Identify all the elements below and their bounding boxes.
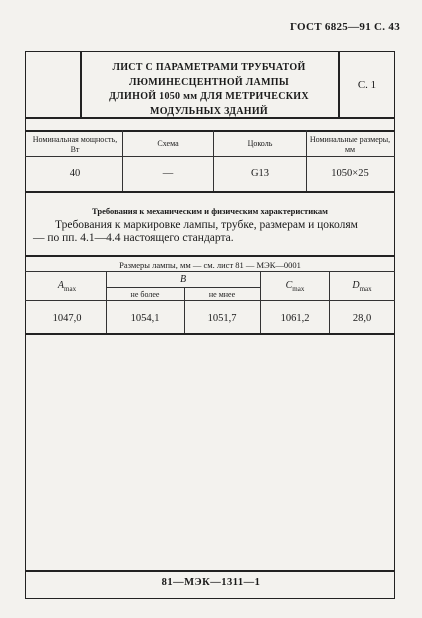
page-label: С. 1 bbox=[357, 79, 377, 91]
table1-power-value: 40 bbox=[69, 168, 81, 179]
table1-header-cap: Цоколь bbox=[247, 139, 273, 148]
title-line-3: ДЛИНОЙ 1050 мм ДЛЯ МЕТРИЧЕСКИХ bbox=[109, 91, 309, 102]
sheet-frame bbox=[25, 51, 395, 599]
table2-col-divider-b bbox=[184, 287, 185, 333]
table2-header-rule bbox=[25, 300, 395, 301]
table2-header-d: $D_{max}$ bbox=[352, 280, 372, 293]
section-heading: Требования к механическим и физическим характеристикам bbox=[92, 206, 328, 216]
title-right-divider bbox=[338, 51, 340, 118]
footer-rule bbox=[25, 570, 395, 572]
table2-c-value: 1061,2 bbox=[280, 313, 310, 324]
table2-header-b-min: не мнее bbox=[208, 290, 236, 299]
table1-size-value: 1050×25 bbox=[331, 168, 369, 179]
sheet-title bbox=[85, 61, 333, 119]
table2-a-value: 1047,0 bbox=[52, 313, 82, 324]
table1-header-rule bbox=[25, 156, 395, 157]
dims-caption: Размеры лампы, мм — см. лист 81 — МЭК—0001 bbox=[119, 260, 301, 270]
table2-bottom-rule bbox=[25, 333, 395, 335]
table1-header-scheme: Схема bbox=[157, 139, 179, 148]
paragraph-line-1: Требования к маркировке лампы, трубке, размерам и цоколям bbox=[55, 219, 358, 231]
table2-col-divider-3 bbox=[329, 271, 330, 333]
table2-header-a: $A_{max}$ bbox=[57, 280, 77, 293]
table1-header-power: Номинальная мощность, Вт bbox=[32, 135, 118, 154]
table1-scheme-value: — bbox=[162, 168, 174, 179]
table1-col-divider-3 bbox=[306, 130, 307, 192]
title-line-2: ЛЮМИНЕСЦЕНТНОЙ ЛАМПЫ bbox=[128, 76, 290, 88]
table2-top-rule bbox=[25, 255, 395, 257]
table2-header-b: B bbox=[179, 274, 187, 285]
table1-cap-value: G13 bbox=[250, 168, 270, 179]
table1-header-size: Номинальные размеры, мм bbox=[309, 135, 391, 154]
table2-col-divider-2 bbox=[260, 271, 261, 333]
requirements-paragraph bbox=[33, 219, 391, 245]
table2-b-max-value: 1054,1 bbox=[130, 313, 160, 324]
table2-caption-rule bbox=[25, 271, 395, 272]
title-line-1: ЛИСТ С ПАРАМЕТРАМИ ТРУБЧАТОЙ bbox=[112, 62, 306, 73]
sheet-footer: 81—МЭК—1311—1 bbox=[161, 577, 261, 588]
title-left-divider bbox=[80, 51, 82, 118]
table1-bottom-rule bbox=[25, 191, 395, 193]
table2-header-c: $C_{max}$ bbox=[285, 280, 305, 293]
table2-d-value: 28,0 bbox=[352, 313, 372, 324]
table1-col-divider-1 bbox=[122, 130, 123, 192]
table2-b-rule bbox=[106, 287, 260, 288]
title-line-4: МОДУЛЬНЫХ ЗДАНИЙ bbox=[149, 105, 269, 117]
table1-col-divider-2 bbox=[213, 130, 214, 192]
table1-top-rule bbox=[25, 130, 395, 132]
table2-col-divider-1 bbox=[106, 271, 107, 333]
table2-header-b-max: не более bbox=[130, 290, 160, 299]
paragraph-line-2: — по пп. 4.1—4.4 настоящего стандарта. bbox=[33, 232, 234, 244]
table2-b-min-value: 1051,7 bbox=[207, 313, 237, 324]
page-header: ГОСТ 6825—91 С. 43 bbox=[289, 21, 400, 33]
